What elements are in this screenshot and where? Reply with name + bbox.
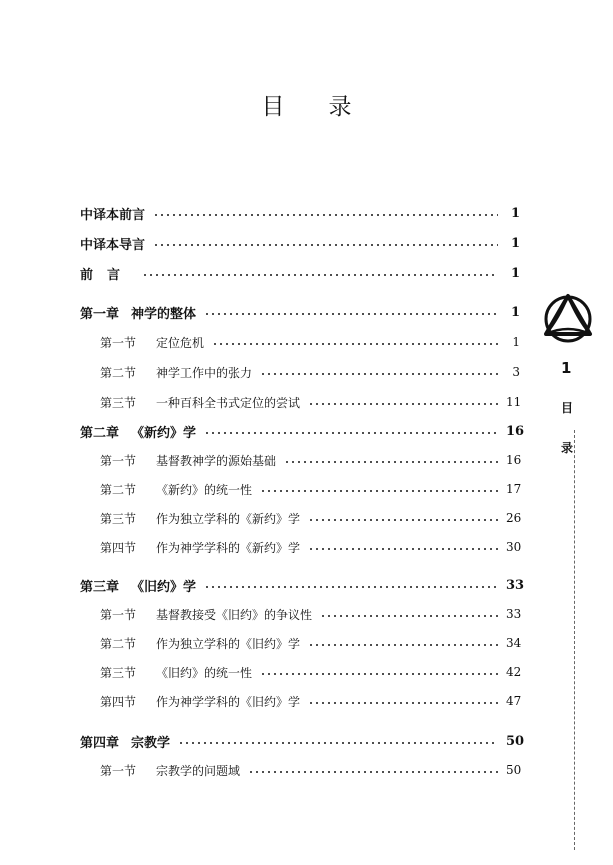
entry-title: 神学的整体: [131, 306, 197, 322]
entry-title: 《旧约》的统一性: [156, 665, 253, 680]
entry-title: 中译本前言: [80, 207, 146, 223]
entry-title: 定位危机: [156, 335, 205, 350]
entry-number: 第四章: [80, 735, 120, 751]
toc-chapter-entry[interactable]: [80, 575, 525, 595]
dot-leader: [260, 490, 498, 492]
entry-title: 《新约》学: [131, 425, 197, 441]
entry-page-number: 34: [506, 636, 522, 650]
entry-number: 第三章: [80, 579, 120, 595]
entry-label: [100, 481, 252, 498]
toc-chapter-entry[interactable]: [80, 203, 520, 223]
entry-title: 作为神学学科的《旧约》学: [156, 694, 301, 709]
entry-page-number: 33: [506, 607, 522, 621]
entry-title: 宗教学: [131, 735, 171, 751]
dot-leader: [260, 373, 498, 375]
entry-page-number: 16: [506, 453, 522, 467]
dot-leader: [260, 673, 498, 675]
entry-number: 第一节: [100, 763, 137, 778]
dot-leader: [308, 702, 498, 704]
entry-label: [100, 452, 276, 469]
entry-label: [100, 539, 300, 556]
dot-leader: [178, 742, 498, 744]
entry-label: [100, 762, 240, 779]
dot-leader: [308, 519, 498, 521]
entry-page-number: 30: [506, 540, 522, 554]
dot-leader: [284, 461, 498, 463]
entry-number: 第一节: [100, 607, 137, 622]
entry-page-number: 50: [506, 763, 522, 777]
toc-section-entry[interactable]: [100, 633, 520, 653]
toc-section-entry[interactable]: [100, 479, 520, 499]
dot-leader: [204, 313, 498, 315]
toc-chapter-entry[interactable]: [80, 731, 525, 751]
entry-title: 作为独立学科的《旧约》学: [156, 636, 301, 651]
side-label-char: 录: [561, 441, 574, 455]
toc-section-entry[interactable]: [100, 691, 520, 711]
dot-leader: [204, 586, 498, 588]
entry-page-number: 1: [510, 205, 520, 221]
toc-chapter-entry[interactable]: [80, 421, 525, 441]
dot-leader: [153, 244, 498, 246]
entry-number: 第一章: [80, 306, 120, 322]
entry-number: 第四节: [100, 540, 137, 555]
entry-number: 第三节: [100, 395, 137, 410]
entry-label: [100, 394, 300, 411]
toc-section-entry[interactable]: [100, 760, 520, 780]
entry-title: 基督教接受《旧约》的争议性: [156, 607, 313, 622]
toc-section-entry[interactable]: [100, 604, 520, 624]
title-char: 录: [328, 94, 352, 120]
toc-section-entry[interactable]: [100, 662, 520, 682]
entry-label: [100, 635, 300, 652]
entry-label: [80, 264, 134, 283]
entry-number: 第二章: [80, 425, 120, 441]
entry-number: 第三节: [100, 511, 137, 526]
entry-label: [80, 732, 170, 751]
entry-page-number: 33: [506, 577, 525, 593]
entry-title: 基督教神学的源始基础: [156, 453, 277, 468]
entry-label: [100, 693, 300, 710]
entry-page-number: 1: [512, 335, 520, 349]
entry-number: 第四节: [100, 694, 137, 709]
dot-leader: [308, 403, 498, 405]
dot-leader: [153, 214, 498, 216]
toc-section-entry[interactable]: [100, 537, 520, 557]
entry-title: 中译本导言: [80, 237, 146, 253]
entry-label: [80, 234, 145, 253]
entry-label: [80, 204, 145, 223]
entry-number: 第二节: [100, 482, 137, 497]
dot-leader: [248, 771, 498, 773]
dot-leader: [212, 343, 498, 345]
side-page-number: 1: [561, 359, 572, 377]
dot-leader: [142, 274, 498, 276]
entry-label: [100, 364, 252, 381]
entry-page-number: 16: [506, 423, 525, 439]
entry-number: 第二节: [100, 365, 137, 380]
entry-title: 作为神学学科的《新约》学: [156, 540, 301, 555]
entry-label: [100, 334, 204, 351]
margin-rule: [574, 430, 575, 850]
entry-page-number: 47: [506, 694, 522, 708]
trinity-knot-icon: [541, 290, 595, 344]
entry-page-number: 17: [506, 482, 522, 496]
entry-title: 前言: [80, 267, 135, 283]
entry-label: [100, 606, 312, 623]
toc-section-entry[interactable]: [100, 332, 520, 352]
entry-page-number: 1: [510, 265, 520, 281]
toc-section-entry[interactable]: [100, 362, 520, 382]
entry-title: 一种百科全书式定位的尝试: [156, 395, 301, 410]
toc-section-entry[interactable]: [100, 392, 520, 412]
entry-label: [100, 510, 300, 527]
entry-number: 第一节: [100, 335, 137, 350]
entry-title: 宗教学的问题域: [156, 763, 241, 778]
entry-number: 第一节: [100, 453, 137, 468]
toc-chapter-entry[interactable]: [80, 263, 520, 283]
dot-leader: [308, 548, 498, 550]
dot-leader: [204, 432, 498, 434]
toc-chapter-entry[interactable]: [80, 302, 520, 322]
entry-title: 神学工作中的张力: [156, 365, 253, 380]
entry-number: 第二节: [100, 636, 137, 651]
title-char: 目: [261, 94, 285, 120]
entry-label: [80, 576, 196, 595]
entry-page-number: 1: [510, 235, 520, 251]
toc-chapter-entry[interactable]: [80, 233, 520, 253]
toc-section-entry[interactable]: [100, 450, 520, 470]
entry-title: 作为独立学科的《新约》学: [156, 511, 301, 526]
entry-page-number: 3: [512, 365, 520, 379]
entry-page-number: 42: [506, 665, 522, 679]
entry-number: 第三节: [100, 665, 137, 680]
entry-page-number: 50: [506, 733, 525, 749]
toc-section-entry[interactable]: [100, 508, 520, 528]
entry-page-number: 26: [506, 511, 522, 525]
entry-page-number: 1: [510, 304, 520, 320]
entry-page-number: 11: [506, 395, 522, 409]
side-label-char: 目: [561, 401, 574, 415]
entry-label: [100, 664, 252, 681]
entry-label: [80, 422, 196, 441]
dot-leader: [308, 644, 498, 646]
entry-title: 《新约》的统一性: [156, 482, 253, 497]
dot-leader: [320, 615, 498, 617]
entry-label: [80, 303, 196, 322]
entry-title: 《旧约》学: [131, 579, 197, 595]
